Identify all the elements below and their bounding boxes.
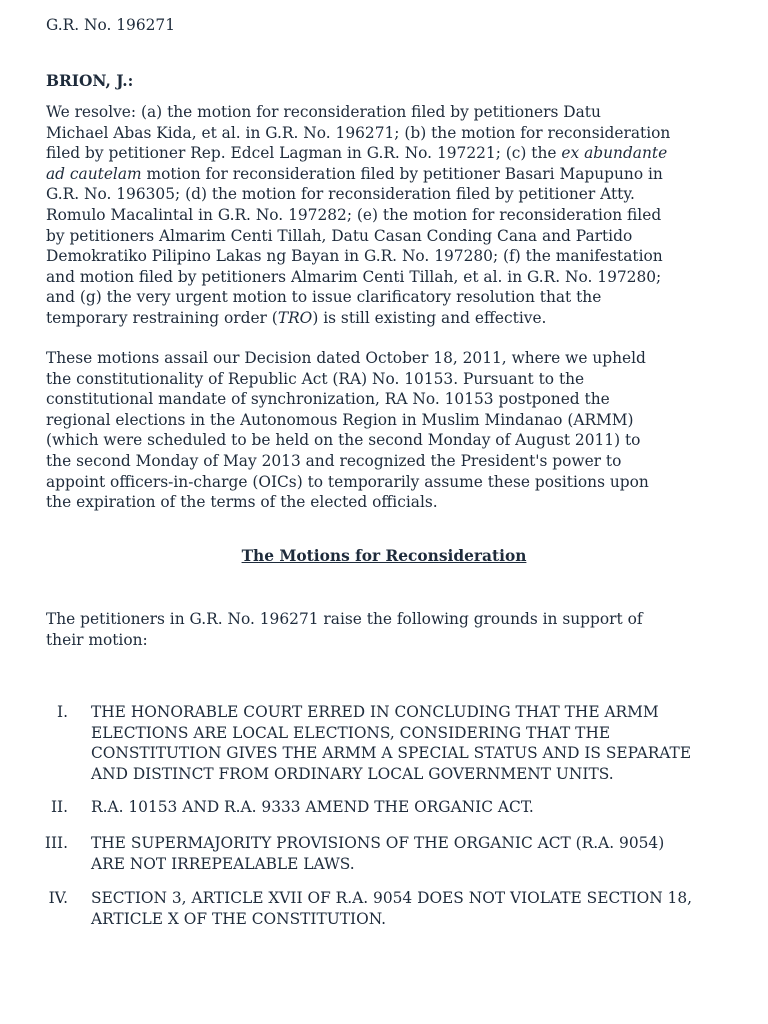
text-line: THE SUPERMAJORITY PROVISIONS OF THE ORGANIC ACT (R.A. 9054) [91, 834, 665, 852]
ground-number: II. [50, 798, 68, 816]
text-segment: by petitioners Almarim Centi Tillah, Datu Casan Conding Cana and Partido [46, 226, 633, 245]
text-segment: their motion: [46, 630, 148, 649]
text-segment: temporary restraining order ( [46, 308, 278, 327]
paragraph-resolve [46, 102, 670, 329]
text-segment: the second Monday of May 2013 and recognized the President's power to [46, 451, 622, 470]
text-line [46, 205, 670, 226]
section-heading: The Motions for Reconsideration [241, 547, 527, 565]
text-line [46, 287, 670, 308]
text-line: ARTICLE X OF THE CONSTITUTION. [91, 909, 387, 928]
text-segment: and (g) the very urgent motion to issue clarificatory resolution that the [46, 288, 602, 307]
italic-text: ex abundante [561, 144, 668, 163]
text-segment: the constitutionality of Republic Act (RA) No. 10153. Pursuant to the [46, 369, 585, 388]
text-segment: G.R. No. 196305; (d) the motion for reconsideration filed by petitioner Atty. [46, 185, 635, 204]
text-line [46, 164, 670, 185]
text-segment: We resolve: (a) the motion for reconsideration filed by petitioners Datu [46, 103, 601, 121]
text-line [46, 492, 649, 513]
text-line: ELECTIONS ARE LOCAL ELECTIONS, CONSIDERING THAT THE [91, 723, 611, 742]
text-line: THE HONORABLE COURT ERRED IN CONCLUDING THAT THE ARMM [91, 703, 659, 721]
ground-text [91, 797, 534, 818]
text-segment: filed by petitioner Rep. Edcel Lagman in G.R. No. 197221; (c) the [46, 144, 562, 163]
text-segment: Demokratiko Pilipino Lakas ng Bayan in G.R. No. 197280; (f) the manifestation [46, 247, 663, 266]
text-segment: These motions assail our Decision dated October 18, 2011, where we upheld [46, 349, 646, 367]
text-segment: constitutional mandate of synchronization, RA No. 10153 postponed the [46, 390, 610, 409]
text-segment: regional elections in the Autonomous Region in Muslim Mindanao (ARMM) [46, 410, 634, 429]
paragraph-motions-assail [46, 348, 649, 513]
case-number: G.R. No. 196271 [46, 16, 176, 34]
ground-text [91, 702, 691, 784]
text-line [46, 102, 670, 123]
italic-text: TRO [277, 308, 313, 327]
text-line: CONSTITUTION GIVES THE ARMM A SPECIAL STATUS AND IS SEPARATE [91, 744, 692, 763]
text-line [46, 143, 670, 164]
text-segment: appoint officers-in-charge (OICs) to temporarily assume these positions upon [46, 472, 649, 491]
italic-text: ad cautelam [46, 164, 142, 183]
ground-number: III. [44, 834, 68, 852]
text-line [46, 389, 649, 410]
text-line [46, 630, 643, 651]
text-segment: and motion filed by petitioners Almarim Centi Tillah, et al. in G.R. No. 197280; [46, 267, 662, 286]
text-line [46, 184, 670, 205]
text-line: ARE NOT IRREPEALABLE LAWS. [91, 854, 355, 873]
text-line [46, 609, 643, 630]
text-line: AND DISTINCT FROM ORDINARY LOCAL GOVERNMENT UNITS. [91, 764, 614, 783]
ponente: BRION, J.: [46, 72, 134, 90]
text-line [46, 123, 670, 144]
text-line [46, 472, 649, 493]
text-segment: the expiration of the terms of the elected officials. [46, 493, 438, 512]
text-line: SECTION 3, ARTICLE XVII OF R.A. 9054 DOES NOT VIOLATE SECTION 18, [91, 889, 693, 907]
ground-number: IV. [48, 889, 68, 907]
text-segment: motion for reconsideration filed by petitioner Basari Mapupuno in [141, 164, 663, 183]
paragraph-grounds-intro [46, 609, 643, 650]
text-segment: Romulo Macalintal in G.R. No. 197282; (e) the motion for reconsideration filed [46, 205, 662, 224]
text-segment: Michael Abas Kida, et al. in G.R. No. 196271; (b) the motion for reconsideration [46, 123, 671, 142]
text-line [46, 246, 670, 267]
text-line [46, 348, 649, 369]
ground-text [91, 833, 664, 874]
ground-number: I. [57, 703, 68, 721]
text-segment: (which were scheduled to be held on the second Monday of August 2011) to [46, 431, 641, 450]
text-line [46, 430, 649, 451]
text-line [46, 226, 670, 247]
text-line [46, 369, 649, 390]
text-segment: The petitioners in G.R. No. 196271 raise the following grounds in support of [46, 610, 643, 628]
text-line [46, 308, 670, 329]
ground-text [91, 888, 692, 929]
text-line [46, 267, 670, 288]
text-line [46, 410, 649, 431]
text-line [46, 451, 649, 472]
text-segment: ) is still existing and effective. [312, 308, 547, 327]
text-line: R.A. 10153 AND R.A. 9333 AMEND THE ORGANIC ACT. [91, 798, 534, 816]
